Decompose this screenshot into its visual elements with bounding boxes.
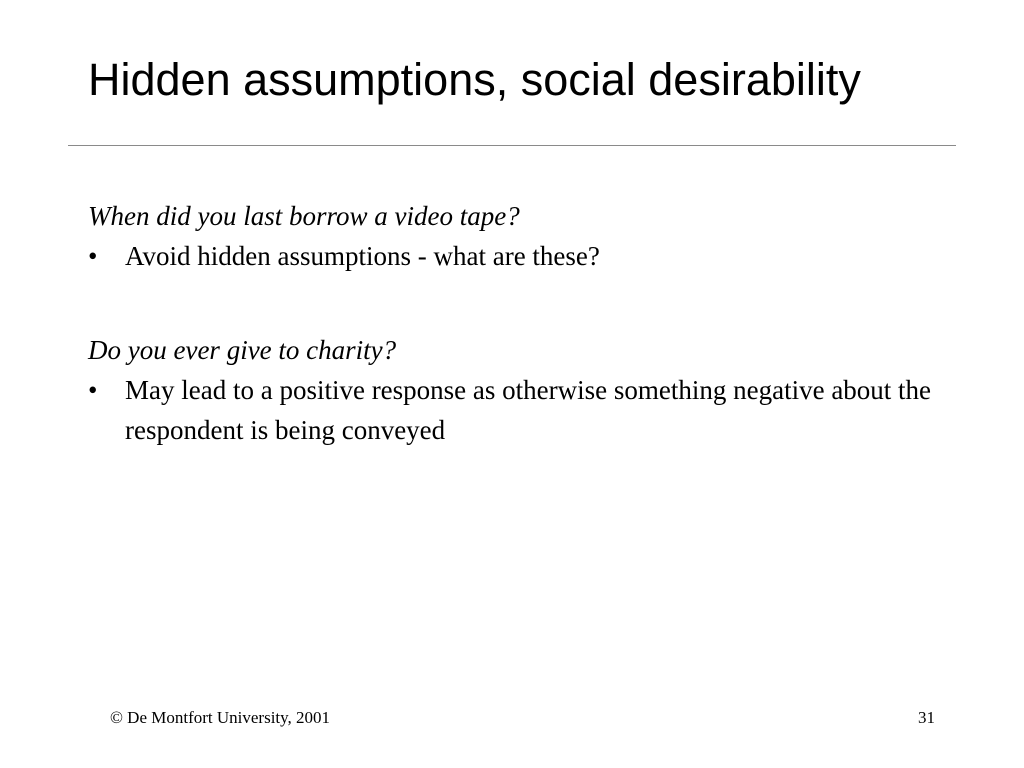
bullet-item (88, 370, 948, 450)
slide-title: Hidden assumptions, social desirability (88, 54, 861, 105)
question-text: Do you ever give to charity? (88, 335, 397, 365)
bullet-text: May lead to a positive response as otherwise something negative about the respondent is being conveyed (125, 375, 932, 445)
bullet-text: Avoid hidden assumptions - what are these? (125, 241, 600, 271)
slide-body (88, 196, 948, 450)
bullet-item (88, 236, 948, 276)
footer-copyright: © De Montfort University, 2001 (110, 708, 331, 727)
section-spacer (88, 276, 948, 330)
bullet-icon: • (88, 241, 98, 271)
title-divider (68, 145, 956, 146)
question-text: When did you last borrow a video tape? (88, 201, 520, 231)
bullet-icon: • (88, 375, 98, 405)
page-number: 31 (918, 708, 935, 727)
